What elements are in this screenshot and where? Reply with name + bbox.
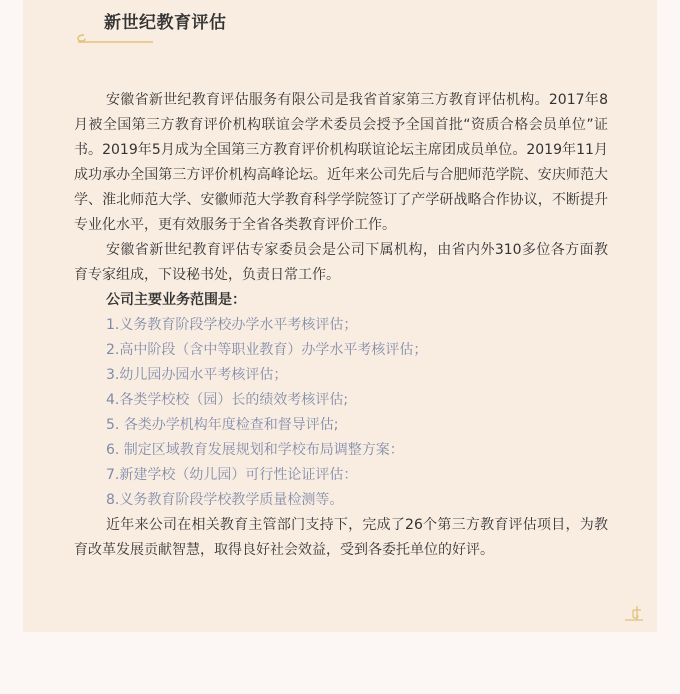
business-scope-item: 3.幼儿园办园水平考核评估；: [106, 367, 288, 383]
business-scope-item: 1.义务教育阶段学校办学水平考核评估；: [106, 317, 358, 333]
closing-paragraph: 近年来公司在相关教育主管部门支持下，完成了26个第三方教育评估项目，为教育改革发展贡献智慧，取得良好社会效益，受到各委托单位的好评。: [74, 517, 608, 558]
business-scope-item: 2.高中阶段（含中等职业教育）办学水平考核评估；: [106, 342, 428, 358]
section-title: 新世纪教育评估: [104, 13, 227, 33]
business-scope-item: 7.新建学校（幼儿园）可行性论证评估：: [106, 467, 358, 483]
business-scope-item: 5. 各类办学机构年度检查和督导评估;: [106, 417, 339, 433]
intro-paragraph: 安徽省新世纪教育评估服务有限公司是我省首家第三方教育评估机构。2017年8月被全国第三方教育评价机构联谊会学术委员会授予全国首批“资质合格会员单位”证书。2019年5月成为全国第三方教育评价机构联谊论坛主席团成员单位。2019年11月成功承办全国第三方评价机构高峰论坛。近年来公司先后与合肥师范学院、安庆师范大学、淮北师范大学、安徽师范大学教育科学学院签订了产学研战略合作协议，不断提升专业化水平，更有效服务于全省各类教育评价工作。: [74, 92, 608, 233]
business-scope-item: 8.义务教育阶段学校教学质量检测等。: [106, 492, 344, 508]
article-body: [74, 88, 608, 563]
business-scope-item: 6. 制定区域教育发展规划和学校布局调整方案：: [106, 442, 404, 458]
corner-ornament-icon: [624, 604, 644, 622]
intro-paragraph: 安徽省新世纪教育评估专家委员会是公司下属机构，由省内外310多位各方面教育专家组成，下设秘书处，负责日常工作。: [74, 242, 608, 283]
business-scope-item: 4.各类学校校（园）长的绩效考核评估;: [106, 392, 349, 408]
title-underline-ornament-icon: [75, 32, 153, 44]
business-scope-heading: 公司主要业务范围是：: [106, 292, 246, 308]
